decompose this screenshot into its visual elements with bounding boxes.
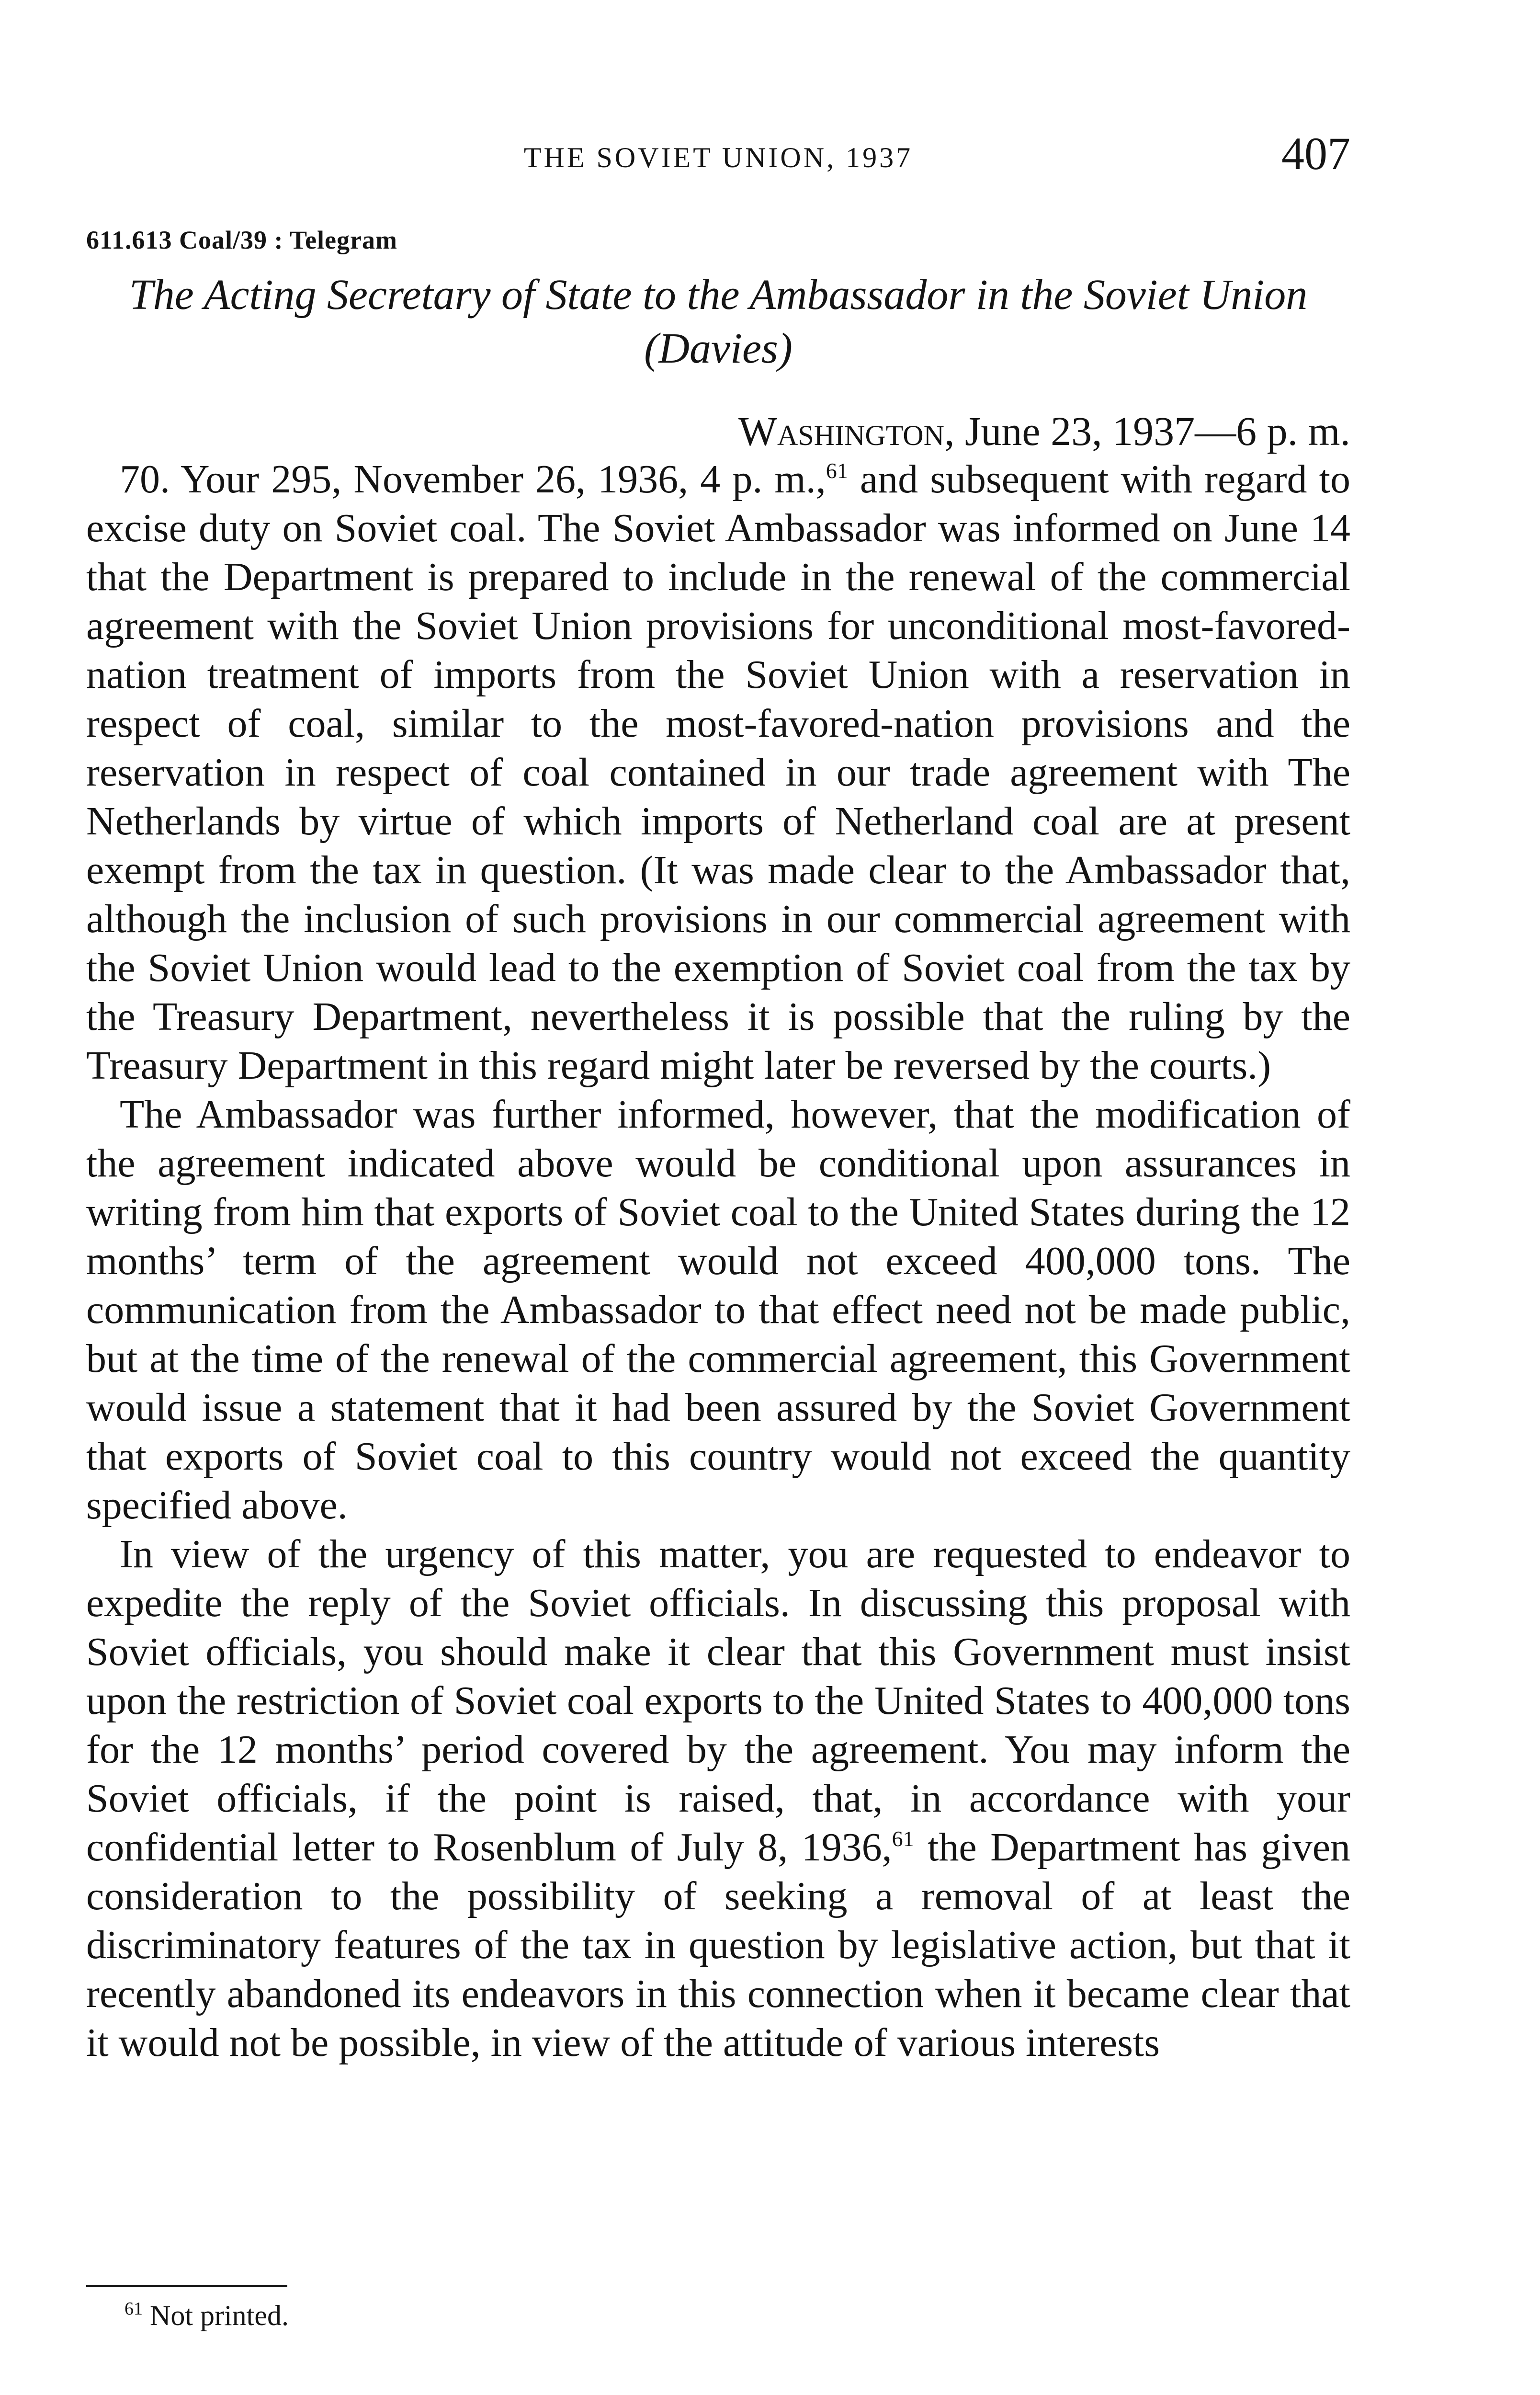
footnote-divider: [86, 2285, 287, 2287]
paragraph-1-text-b: and subsequent with regard to excise duty on Soviet coal. The Soviet Ambassador was informed on June 14 that the Department is prepared to include in the renewal of the commercial agreement with the Soviet Union provisions for unconditional most-favored-nation treatment of imports from the Soviet Union with a reservation in respect of coal, similar to the most-favored-nation provisions and the reservation in respect of coal contained in our trade agreement with The Netherlands by virtue of which imports of Netherland coal are at present exempt from the tax in question. (It was made clear to the Ambassador that, although the inclusion of such provisions in our commercial agreement with the Soviet Union would lead to the exemption of Soviet coal from the tax by the Treasury Department, nevertheless it is possible that the ruling by the Treasury Department in this regard might later be reversed by the courts.): [86, 457, 1350, 1088]
paragraph-3-text-b: the Department has given consideration to the possibility of seeking a removal of at least the discriminatory features of the tax in question by legislative action, but that it recently abandoned its endeavors in this connection when it became clear that it would not be possible, in view of the attitude of various interests: [86, 1825, 1350, 2065]
footnote-marker: 61: [125, 2299, 143, 2319]
footnote-text: Not printed.: [150, 2300, 289, 2331]
telegram-body: [86, 455, 1350, 2067]
paragraph-3-text-a: In view of the urgency of this matter, you are requested to endeavor to expedite the reply of the Soviet officials. In discussing this proposal with Soviet officials, you should make it clear that this Government must insist upon the restriction of Soviet coal exports to the United States to 400,000 tons for the 12 months’ period covered by the agreement. You may inform the Soviet officials, if the point is raised, that, in accordance with your confidential letter to Rosenblum of July 8, 1936,: [86, 1532, 1350, 1870]
paragraph-1-text-a: 70. Your 295, November 26, 1936, 4 p. m.,: [120, 457, 826, 502]
paragraph-2: The Ambassador was further informed, however, that the modification of the agreement indicated above would be conditional upon assurances in writing from him that exports of Soviet coal to the United States during the 12 months’ term of the agreement would not exceed 400,000 tons. The communication from the Ambassador to that effect need not be made public, but at the time of the renewal of the commercial agreement, this Government would issue a statement that it had been assured by the Soviet Government that exports of Soviet coal to this country would not exceed the quantity specified above.: [86, 1092, 1350, 1528]
paragraph-3: [86, 1530, 1350, 2067]
footnote: [125, 2299, 289, 2332]
file-reference: 611.613 Coal/39 : Telegram: [86, 226, 397, 254]
page-header: [86, 127, 1350, 184]
dateline-date: June 23, 1937—6 p. m.: [964, 408, 1350, 454]
dateline: [738, 407, 1350, 455]
paragraph-1: [86, 455, 1350, 1090]
document-title: The Acting Secretary of State to the Ambassador in the Soviet Union (Davies): [129, 271, 1308, 372]
footnote-reference: 61: [892, 1826, 914, 1851]
dateline-place: Washington,: [738, 408, 955, 454]
page-number: 407: [1281, 128, 1350, 179]
running-head: THE SOVIET UNION, 1937: [523, 142, 913, 173]
footnote-reference: 61: [826, 458, 848, 483]
